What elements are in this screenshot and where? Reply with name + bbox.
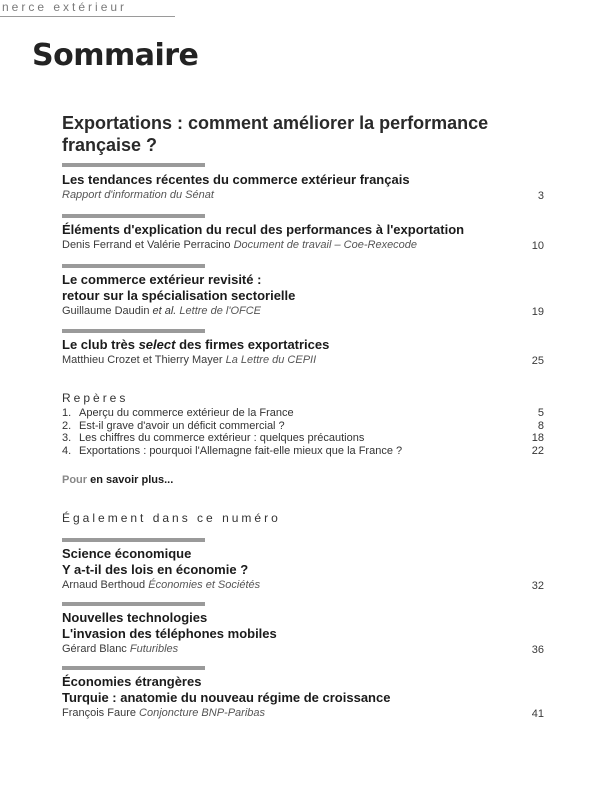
entry-authors: François Faure xyxy=(62,707,136,719)
repere-item[interactable] xyxy=(62,407,544,420)
entry-rubric: Économies étrangères xyxy=(62,674,202,689)
repere-label: Est-il grave d'avoir un déficit commercial ? xyxy=(79,419,285,432)
repere-label: Aperçu du commerce extérieur de la France xyxy=(79,407,294,419)
entry-title-line1: Le commerce extérieur revisité : xyxy=(62,272,262,287)
repere-page: 5 xyxy=(537,407,544,419)
section-rule xyxy=(62,214,205,218)
toc-entry[interactable] xyxy=(62,546,544,592)
entry-rubric: Nouvelles technologies xyxy=(62,610,208,625)
entry-page: 25 xyxy=(531,355,544,367)
entry-authors: Denis Ferrand et Valérie Perracino xyxy=(62,239,231,251)
entry-source: Futuribles xyxy=(129,643,179,655)
repere-item[interactable] xyxy=(62,420,544,433)
entry-rubric: Science économique xyxy=(62,546,192,561)
entry-page: 41 xyxy=(531,708,544,720)
entry-meta xyxy=(62,578,544,592)
toc-entry[interactable] xyxy=(62,610,544,656)
entry-meta xyxy=(62,353,544,367)
entry-page: 32 xyxy=(531,580,544,592)
entry-source: Rapport d'information du Sénat xyxy=(62,189,214,201)
en-savoir-plus: en savoir plus... xyxy=(90,474,174,486)
running-head: nerce extérieur xyxy=(2,0,128,14)
egalement-label: Également dans ce numéro xyxy=(62,511,281,525)
entry-source: Conjoncture BNP-Paribas xyxy=(139,707,265,719)
repere-num: 4. xyxy=(62,444,72,457)
entry-title-post: des firmes exportatrices xyxy=(175,337,330,352)
repere-page: 8 xyxy=(537,419,544,432)
entry-page: 36 xyxy=(531,644,544,656)
entry-authors: Matthieu Crozet et Thierry Mayer xyxy=(62,354,223,366)
toc-entry[interactable] xyxy=(62,222,544,252)
repere-item[interactable] xyxy=(62,445,544,458)
entry-authors: Arnaud Berthoud xyxy=(62,579,146,591)
entry-authors: Gérard Blanc xyxy=(62,643,127,655)
repere-num: 2. xyxy=(62,419,72,432)
entry-source: Lettre de l'OFCE xyxy=(179,305,261,317)
pour-word: Pour xyxy=(62,474,88,486)
entry-authors: Guillaume Daudin xyxy=(62,305,150,317)
section-rule xyxy=(62,163,205,167)
entry-title-em: select xyxy=(138,337,176,352)
entry-source: La Lettre du CEPII xyxy=(225,354,317,366)
toc-entry[interactable] xyxy=(62,272,544,318)
repere-label: Exportations : pourquoi l'Allemagne fait-elle mieux que la France ? xyxy=(79,444,403,457)
repere-num: 3. xyxy=(62,432,72,444)
entry-title-line2: retour sur la spécialisation sectorielle xyxy=(62,288,296,303)
entry-source: Document de travail – Coe-Rexecode xyxy=(233,239,418,251)
pour-en-savoir-plus[interactable] xyxy=(62,474,173,486)
entry-page: 10 xyxy=(531,240,544,252)
toc-entry[interactable] xyxy=(62,674,544,720)
entry-title xyxy=(62,337,544,353)
toc-entry[interactable] xyxy=(62,172,544,202)
entry-title: Y a-t-il des lois en économie ? xyxy=(62,562,249,577)
entry-title: Les tendances récentes du commerce extérieur français xyxy=(62,172,410,187)
dossier-title: Exportations : comment améliorer la performance française ? xyxy=(62,113,489,155)
entry-source: Économies et Sociétés xyxy=(148,579,261,591)
entry-title: Éléments d'explication du recul des performances à l'exportation xyxy=(62,222,465,237)
section-rule xyxy=(62,329,205,333)
entry-meta xyxy=(62,642,544,656)
entry-et-al: et al. xyxy=(152,305,177,317)
entry-page: 3 xyxy=(537,190,544,202)
repere-page: 22 xyxy=(531,444,544,457)
entry-title: Turquie : anatomie du nouveau régime de croissance xyxy=(62,690,391,705)
reperes-label: Repères xyxy=(62,391,129,405)
entry-meta xyxy=(62,304,544,318)
entry-page: 19 xyxy=(531,306,544,318)
section-rule xyxy=(62,666,205,670)
repere-label: Les chiffres du commerce extérieur : quelques précautions xyxy=(79,432,365,444)
repere-page: 18 xyxy=(531,432,544,444)
repere-item[interactable] xyxy=(62,432,544,445)
repere-num: 1. xyxy=(62,407,72,419)
section-rule xyxy=(62,264,205,268)
section-rule xyxy=(62,538,205,542)
page-title: Sommaire xyxy=(32,38,199,73)
section-rule xyxy=(62,602,205,606)
entry-title-pre: Le club très xyxy=(62,337,139,352)
entry-title: L'invasion des téléphones mobiles xyxy=(62,626,277,641)
toc-entry[interactable] xyxy=(62,337,544,367)
entry-meta xyxy=(62,238,544,252)
entry-meta xyxy=(62,706,544,720)
running-head-rule xyxy=(0,16,175,17)
reperes-list xyxy=(62,407,544,457)
entry-meta xyxy=(62,188,544,202)
